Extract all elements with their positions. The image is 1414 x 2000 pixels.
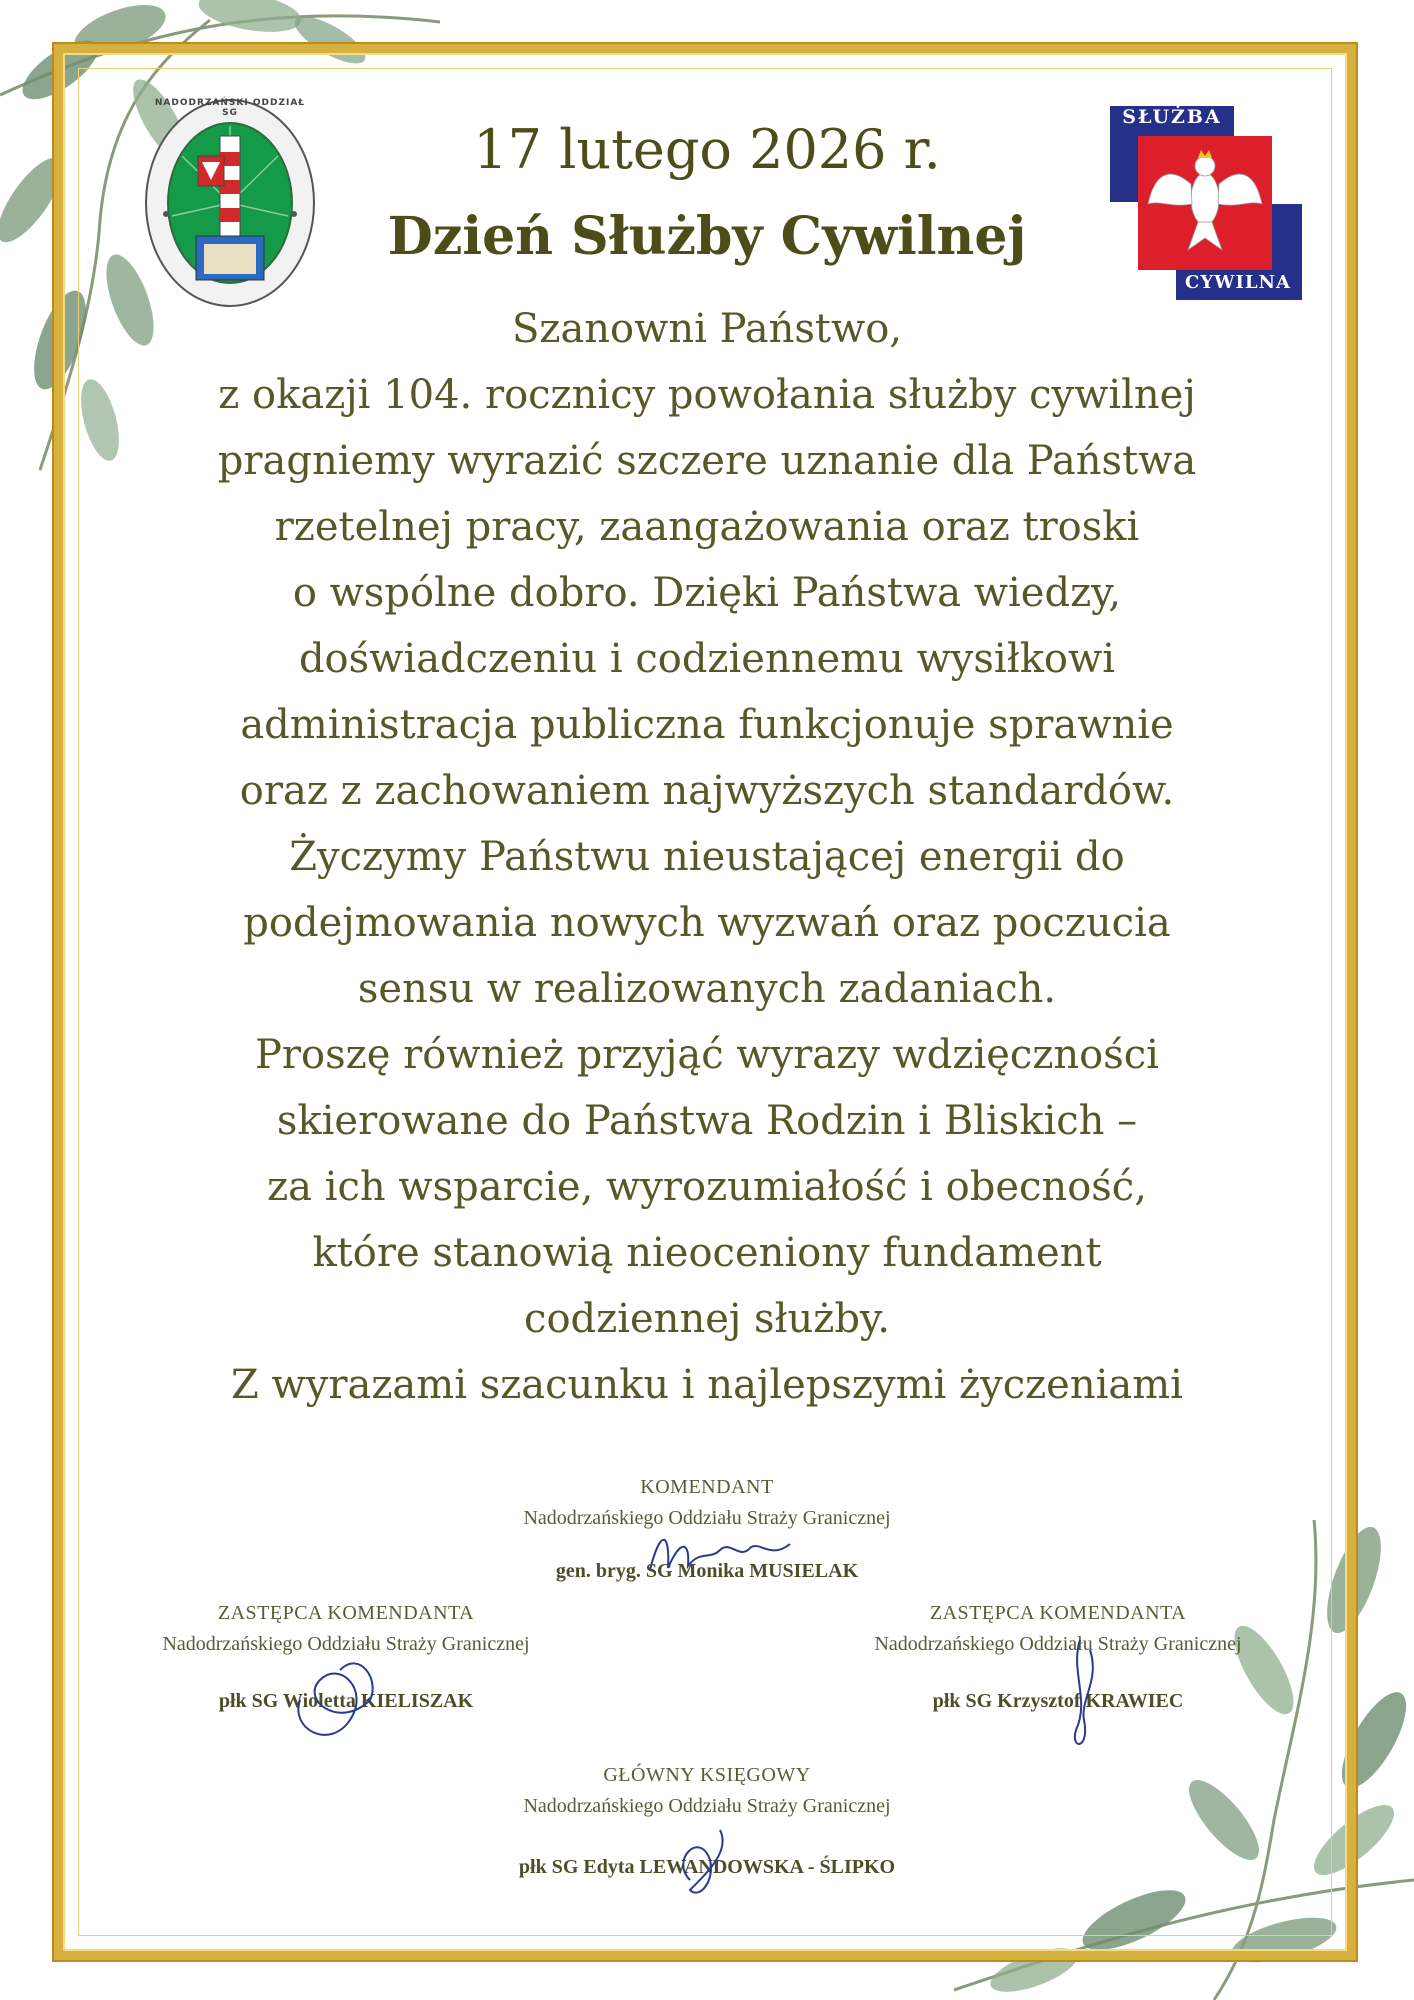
emblem-ring-text: NADODRZAŃSKI ODDZIAŁ SG bbox=[154, 98, 306, 118]
letter-line: pragniemy wyrazić szczere uznanie dla Państwa bbox=[217, 438, 1197, 484]
signature-role: ZASTĘPCA KOMENDANTA bbox=[929, 1602, 1187, 1624]
letter-closing: Z wyrazami szacunku i najlepszymi życzeniami bbox=[231, 1362, 1183, 1408]
signature-name: płk SG Wioletta KIELISZAK bbox=[218, 1690, 474, 1712]
logo-top-text: SŁUŻBA bbox=[1122, 106, 1222, 128]
page-title: Dzień Służby Cywilnej bbox=[387, 206, 1027, 267]
letter-line: o wspólne dobro. Dzięki Państwa wiedzy, bbox=[292, 570, 1122, 616]
handwritten-signature-icon bbox=[660, 1820, 750, 1910]
signature-role: GŁÓWNY KSIĘGOWY bbox=[603, 1764, 811, 1786]
letter-line: sensu w realizowanych zadaniach. bbox=[357, 966, 1057, 1012]
handwritten-signature-icon bbox=[640, 1520, 800, 1580]
date-heading: 17 lutego 2026 r. bbox=[473, 118, 941, 181]
letter-line: które stanowią nieoceniony fundament bbox=[312, 1230, 1102, 1276]
logo-bottom-text: CYWILNA bbox=[1185, 272, 1291, 293]
letter-line: rzetelnej pracy, zaangażowania oraz troski bbox=[274, 504, 1140, 550]
letter-line: Szanowni Państwo, bbox=[511, 306, 903, 352]
letter-line: podejmowania nowych wyzwań oraz poczucia bbox=[243, 900, 1171, 946]
letter-line: Życzymy Państwu nieustającej energii do bbox=[289, 834, 1125, 880]
letter-line: Proszę również przyjąć wyrazy wdzięczności bbox=[255, 1032, 1159, 1078]
letter-line: skierowane do Państwa Rodzin i Bliskich – bbox=[276, 1098, 1138, 1144]
signature-name: płk SG Krzysztof KRAWIEC bbox=[932, 1690, 1184, 1712]
border-guard-emblem-icon bbox=[142, 96, 318, 310]
letter-line: doświadczeniu i codziennemu wysiłkowi bbox=[298, 636, 1116, 682]
letter-line: za ich wsparcie, wyrozumiałość i obecność, bbox=[267, 1164, 1147, 1210]
letter-line: oraz z zachowaniem najwyższych standardów. bbox=[239, 768, 1175, 814]
letter-line: administracja publiczna funkcjonuje sprawnie bbox=[240, 702, 1174, 748]
signature-unit: Nadodrzańskiego Oddziału Straży Granicznej bbox=[523, 1507, 891, 1529]
letter-line: z okazji 104. rocznicy powołania służby cywilnej bbox=[218, 372, 1196, 418]
handwritten-signature-icon bbox=[280, 1640, 390, 1750]
signature-name: płk SG Edyta LEWANDOWSKA - ŚLIPKO bbox=[518, 1856, 896, 1878]
civil-service-logo-icon bbox=[1108, 104, 1302, 300]
signature-role: KOMENDANT bbox=[640, 1476, 774, 1498]
signature-unit: Nadodrzańskiego Oddziału Straży Granicznej bbox=[874, 1633, 1242, 1655]
signature-unit: Nadodrzańskiego Oddziału Straży Granicznej bbox=[162, 1633, 530, 1655]
letter-line: codziennej służby. bbox=[524, 1296, 890, 1342]
handwritten-signature-icon bbox=[1040, 1630, 1120, 1760]
signature-role: ZASTĘPCA KOMENDANTA bbox=[217, 1602, 475, 1624]
letter-body bbox=[160, 296, 1254, 1418]
signature-unit: Nadodrzańskiego Oddziału Straży Granicznej bbox=[523, 1795, 891, 1817]
signature-name: gen. bryg. SG Monika MUSIELAK bbox=[555, 1560, 859, 1582]
